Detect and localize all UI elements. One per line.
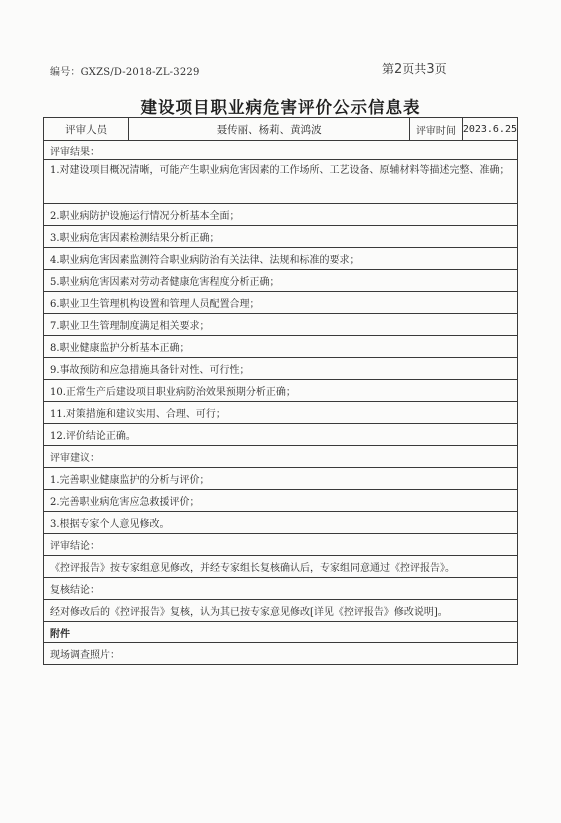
page-total: 3 — [426, 62, 435, 77]
suggestions-heading: 评审建议： — [44, 446, 517, 468]
page-middle: 页共 — [402, 62, 427, 76]
result-item: 3.职业病危害因素检测结果分析正确； — [44, 226, 517, 248]
result-item: 2.职业病防护设施运行情况分析基本全面； — [44, 204, 517, 226]
suggestion-item: 2.完善职业病危害应急救援评价； — [44, 490, 517, 512]
results-heading: 评审结果： — [44, 141, 517, 160]
result-item: 6.职业卫生管理机构设置和管理人员配置合理； — [44, 292, 517, 314]
suggestion-item: 1.完善职业健康监护的分析与评价； — [44, 468, 517, 490]
result-item: 4.职业病危害因素监测符合职业病防治有关法律、法规和标准的要求； — [44, 248, 517, 270]
result-item: 12.评价结论正确。 — [44, 424, 517, 446]
page-suffix: 页 — [434, 62, 447, 76]
page-current: 2 — [394, 62, 403, 77]
conclusion-heading: 评审结论： — [44, 534, 517, 556]
result-item: 10.正常生产后建设项目职业病防治效果预期分析正确； — [44, 380, 517, 402]
document-code: 编号：GXZS/D-2018-ZL-3229 — [50, 67, 200, 78]
review-text: 经对修改后的《控评报告》复核，认为其已按专家意见修改[详见《控评报告》修改说明]。 — [44, 600, 517, 622]
result-item: 7.职业卫生管理制度满足相关要求； — [44, 314, 517, 336]
review-heading: 复核结论： — [44, 578, 517, 600]
page-prefix: 第 — [382, 62, 395, 76]
result-item: 11.对策措施和建议实用、合理、可行； — [44, 402, 517, 424]
info-form-table — [43, 117, 518, 665]
reviewers-row — [44, 118, 517, 141]
result-item: 9.事故预防和应急措施具备针对性、可行性； — [44, 358, 517, 380]
review-time-label: 评审时间 — [410, 118, 463, 140]
attachment-heading: 附件 — [44, 622, 517, 643]
reviewers-value: 聂传丽、杨莉、黄鸿波 — [129, 118, 410, 140]
conclusion-text: 《控评报告》按专家组意见修改，并经专家组长复核确认后，专家组同意通过《控评报告》。 — [44, 556, 517, 578]
site-photos-label: 现场调查照片： — [50, 650, 120, 661]
document-title: 建设项目职业病危害评价公示信息表 — [140, 98, 421, 117]
page-number — [382, 60, 447, 77]
result-item: 8.职业健康监护分析基本正确； — [44, 336, 517, 358]
reviewers-label: 评审人员 — [44, 118, 129, 140]
result-item: 5.职业病危害因素对劳动者健康危害程度分析正确； — [44, 270, 517, 292]
suggestion-item: 3.根据专家个人意见修改。 — [44, 512, 517, 534]
review-time-value: 2023.6.25 — [462, 123, 517, 135]
result-item: 1.对建设项目概况清晰，可能产生职业病危害因素的工作场所、工艺设备、原辅材料等描述完整、准确； — [44, 160, 517, 204]
